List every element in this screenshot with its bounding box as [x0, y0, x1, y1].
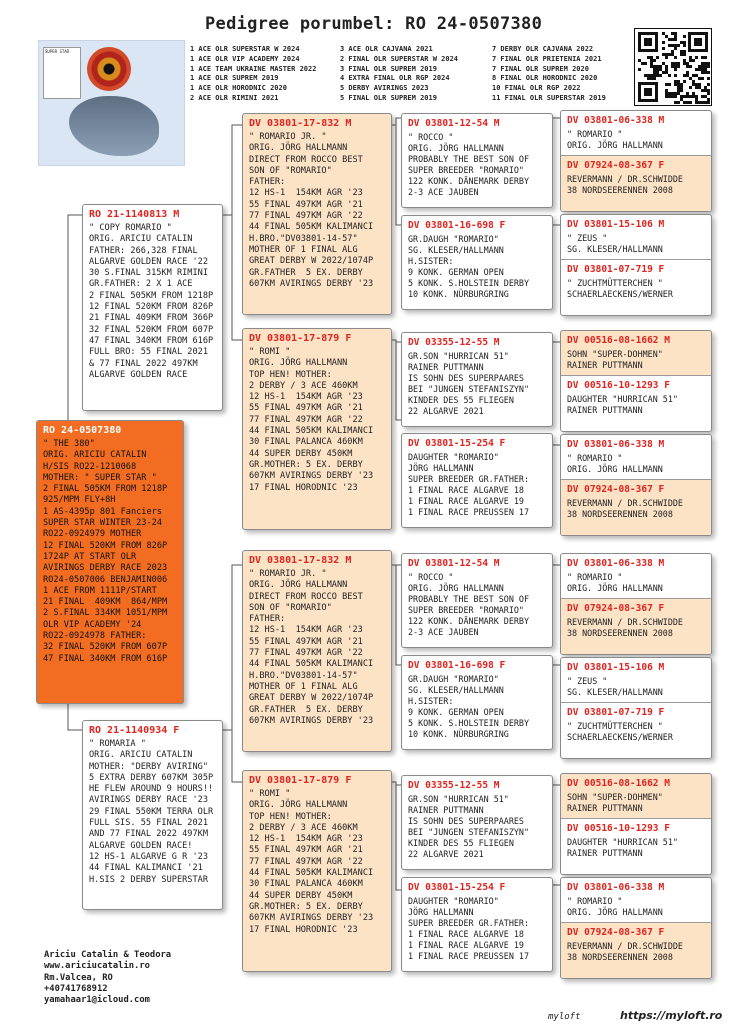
great-grandparent-ring-number: DV 03801-12-54 M: [408, 118, 500, 129]
female-info: " ZUCHTMÜTTERCHEN " SCHAERLAECKENS/WERNER: [567, 278, 673, 299]
female-ring-number: DV 00516-10-1293 F: [567, 380, 670, 391]
logo-card: SUPER STAR: [43, 47, 81, 99]
great-grandparent-info: GR.SON "HURRICAN 51" RAINER PUTTMANN IS SOHN DES SUPERPAARES BEI "JUNGEN STEFANISZYN" KINDER DES 55 FLIEGEN 22 ALGARVE 2021: [408, 351, 530, 416]
male-info: " ROMARIO " ORIG. JÖRG HALLMANN: [567, 572, 663, 593]
great-grandparent-card[interactable]: [401, 775, 553, 870]
female-section: [561, 922, 711, 979]
result-line: 7 DERBY OLR CAJVANA 2022: [492, 45, 594, 53]
female-ring-number: DV 07924-08-367 F: [567, 484, 665, 495]
great-grandparent-ring-number: DV 03801-16-698 F: [408, 220, 506, 231]
great-grandparent-info: " ROCCO " ORIG. JÖRG HALLMANN PROBABLY THE BEST SON OF SUPER BREEDER "ROMARIO" 122 KONK. DÄNEMARK DERBY 2-3 ACE JAUBEN: [408, 132, 530, 197]
female-info: DAUGHTER "HURRICAN 51" RAINER PUTTMANN: [567, 394, 678, 415]
grandparent-info: " ROMARIO JR. " ORIG. JÖRG HALLMANN DIRECT FROM ROCCO BEST SON OF "ROMARIO" FATHER: 12 HS-1 154KM AGR '23 55 FINAL 497KM AGR '21 77 FINAL 497KM AGR '22 44 FINAL 505KM KALIMANCI H.BRO."DV03801-14-57" MOTHER OF 1 FINAL ALG GREAT DERBY W 2022/1074P GR.FATHER 5 EX. DERBY 607KM AVIRINGS DERBY '23: [249, 132, 374, 289]
sire-ring-number: RO 21-1140813 M: [89, 209, 180, 220]
male-ring-number: DV 00516-08-1662 M: [567, 778, 670, 789]
male-info: " ROMARIO " ORIG. JÖRG HALLMANN: [567, 896, 663, 917]
fourth-generation-pair-card[interactable]: [560, 110, 712, 212]
subject-info: " THE 380" ORIG. ARICIU CATALIN H/SIS RO22-1210068 MOTHER: " SUPER STAR " 2 FINAL 505KM FROM 1218P 925/MPM FLY+8H 1 AS-4395p 801 Fanciers SUPER STAR WINTER 23-24 RO22-0924979 MOTHER 12 FINAL 520KM FROM 826P 1724P AT START OLR AVIRINGS DERBY RACE 2023 RO24-0507006 BENJAMIN006 1 ACE FROM 1111P/START 21 FINAL 409KM 864/MPM 2 S.FINAL 334KM 1051/MPM OLR VIP ACADEMY '24 RO22-0924978 FATHER: 32 FINAL 520KM FROM 607P 47 FINAL 340KM FROM 616P: [43, 439, 168, 664]
great-grandparent-ring-number: DV 03355-12-55 M: [408, 780, 500, 791]
female-info: REVERMANN / DR.SCHWIDDE 38 NORDSEERENNEN 2008: [567, 941, 683, 962]
dam-info: " ROMARIA " ORIG. ARICIU CATALIN MOTHER: "DERBY AVIRING" 5 EXTRA DERBY 607KM 305P HE FLEW AROUND 9 HOURS!! AVIRINGS DERBY RACE '23 29 FINAL 550KM TERRA OLR FULL SIS. 55 FINAL 2021 AND 77 FINAL 2022 497KM ALGARVE GOLDEN RACE! 12 HS-1 ALGARVE G R '23 44 FINAL KALIMANCI '21 H.SIS 2 DERBY SUPERSTAR: [89, 739, 214, 885]
male-ring-number: DV 03801-15-106 M: [567, 219, 665, 230]
female-info: REVERMANN / DR.SCHWIDDE 38 NORDSEERENNEN 2008: [567, 617, 683, 638]
subject-pigeon-card[interactable]: [36, 420, 184, 704]
sire-info: " COPY ROMARIO " ORIG. ARICIU CATALIN FATHER: 266,328 FINAL ALGARVE GOLDEN RACE '22 30 S.FINAL 315KM RIMINI GR.FATHER: 2 X 1 ACE 2 FINAL 505KM FROM 1218P 12 FINAL 520KM FROM 826P 21 FINAL 409KM FROM 366P 32 FINAL 520KM FROM 607P 47 FINAL 340KM FROM 616P FULL BRO: 55 FINAL 2021 & 77 FINAL 2022 497KM ALGARVE GOLDEN RACE: [89, 223, 214, 380]
grandparent-info: " ROMARIO JR. " ORIG. JÖRG HALLMANN DIRECT FROM ROCCO BEST SON OF "ROMARIO" FATHER: 12 HS-1 154KM AGR '23 55 FINAL 497KM AGR '21 77 FINAL 497KM AGR '22 44 FINAL 505KM KALIMANCI H.BRO."DV03801-14-57" MOTHER OF 1 FINAL ALG GREAT DERBY W 2022/1074P GR.FATHER 5 EX. DERBY 607KM AVIRINGS DERBY '23: [249, 569, 374, 726]
female-section: [561, 598, 711, 655]
result-line: 1 ACE OLR SUPREM 2019: [190, 74, 279, 83]
fourth-generation-pair-card[interactable]: [560, 434, 712, 536]
female-ring-number: DV 03801-07-719 F: [567, 707, 665, 718]
grandparent-ring-number: DV 03801-17-832 M: [249, 118, 352, 129]
great-grandparent-info: GR.SON "HURRICAN 51" RAINER PUTTMANN IS SOHN DES SUPERPAARES BEI "JUNGEN STEFANISZYN" KINDER DES 55 FLIEGEN 22 ALGARVE 2021: [408, 794, 530, 859]
great-grandparent-card[interactable]: [401, 215, 553, 310]
fourth-generation-pair-card[interactable]: [560, 773, 712, 875]
result-line: 1 ACE OLR HORODNIC 2020: [190, 84, 287, 93]
footer-line: Ariciu Catalin & Teodora: [44, 950, 172, 960]
result-line: 2 FINAL OLR SUPERSTAR W 2024: [340, 54, 459, 63]
dam-ring-number: RO 21-1140934 F: [89, 725, 180, 736]
female-section: [561, 702, 711, 759]
result-line: 1 ACE OLR SUPERSTAR W 2024: [190, 45, 300, 53]
dam-card[interactable]: [82, 720, 223, 910]
footer-line: Rm.Valcea, RO: [44, 972, 113, 983]
female-ring-number: DV 07924-08-367 F: [567, 160, 665, 171]
result-line: 3 ACE OLR CAJVANA 2021: [340, 45, 433, 53]
result-line: 4 EXTRA FINAL OLR RGP 2024: [340, 74, 450, 83]
footer-line: www.ariciucatalin.ro: [44, 961, 150, 972]
female-ring-number: DV 03801-07-719 F: [567, 264, 665, 275]
male-info: SOHN "SUPER-DOHMEN" RAINER PUTTMANN: [567, 349, 663, 370]
sire-card[interactable]: [82, 204, 223, 411]
great-grandparent-card[interactable]: [401, 553, 553, 648]
male-info: SOHN "SUPER-DOHMEN" RAINER PUTTMANN: [567, 792, 663, 813]
female-section: [561, 155, 711, 212]
male-info: " ROMARIO " ORIG. JÖRG HALLMANN: [567, 129, 663, 150]
grandparent-ring-number: DV 03801-17-832 M: [249, 555, 352, 566]
male-ring-number: DV 03801-06-338 M: [567, 115, 665, 126]
fourth-generation-pair-card[interactable]: [560, 657, 712, 759]
result-line: 5 DERBY AVIRINGS 2023: [340, 84, 429, 93]
myloft-logo: myloft: [548, 1012, 581, 1022]
great-grandparent-card[interactable]: [401, 332, 553, 427]
page-title: Pedigree porumbel: RO 24-0507380: [205, 14, 543, 34]
great-grandparent-ring-number: DV 03355-12-55 M: [408, 337, 500, 348]
footer-line: +40741768912: [44, 983, 108, 994]
male-ring-number: DV 03801-06-338 M: [567, 882, 665, 893]
result-line: 2 ACE OLR RIMINI 2021: [190, 93, 279, 102]
fourth-generation-pair-card[interactable]: [560, 330, 712, 432]
result-line: 1 ACE TEAM UKRAINE MASTER 2022: [190, 64, 317, 73]
grandparent-card[interactable]: [242, 550, 392, 752]
grandparent-card[interactable]: [242, 328, 392, 530]
male-ring-number: DV 03801-06-338 M: [567, 439, 665, 450]
female-section: [561, 259, 711, 316]
female-section: [561, 479, 711, 536]
subject-ring-number: RO 24-0507380: [43, 425, 122, 436]
footer-line: yamahaar1@icloud.com: [44, 995, 150, 1006]
great-grandparent-card[interactable]: [401, 655, 553, 750]
result-line: 10 FINAL OLR RGP 2022: [492, 84, 581, 93]
fourth-generation-pair-card[interactable]: [560, 214, 712, 316]
grandparent-info: " ROMI " ORIG. JÖRG HALLMANN TOP HEN! MOTHER: 2 DERBY / 3 ACE 460KM 12 HS-1 154KM AGR '23 55 FINAL 497KM AGR '21 77 FINAL 497KM AGR '22 44 FINAL 505KM KALIMANCI 30 FINAL PALANCA 460KM 44 SUPER DERBY 450KM GR.MOTHER: 5 EX. DERBY 607KM AVIRINGS DERBY '23 17 FINAL HORODNIC '23: [249, 789, 374, 935]
great-grandparent-ring-number: DV 03801-15-254 F: [408, 882, 506, 893]
great-grandparent-info: " ROCCO " ORIG. JÖRG HALLMANN PROBABLY THE BEST SON OF SUPER BREEDER "ROMARIO" 122 KONK. DÄNEMARK DERBY 2-3 ACE JAUBEN: [408, 572, 530, 637]
fourth-generation-pair-card[interactable]: [560, 553, 712, 655]
grandparent-ring-number: DV 03801-17-879 F: [249, 775, 352, 786]
result-line: 11 FINAL OLR SUPERSTAR 2019: [492, 93, 606, 102]
grandparent-ring-number: DV 03801-17-879 F: [249, 333, 352, 344]
great-grandparent-card[interactable]: [401, 433, 553, 528]
breeder-contact: [44, 950, 171, 1006]
male-info: " ZEUS " SG. KLESER/HALLMANN: [567, 676, 663, 697]
male-ring-number: DV 00516-08-1662 M: [567, 335, 670, 346]
female-section: [561, 818, 711, 875]
female-info: " ZUCHTMÜTTERCHEN " SCHAERLAECKENS/WERNER: [567, 721, 673, 742]
female-ring-number: DV 07924-08-367 F: [567, 927, 665, 938]
male-info: " ZEUS " SG. KLESER/HALLMANN: [567, 233, 663, 254]
fourth-generation-pair-card[interactable]: [560, 877, 712, 979]
grandparent-card[interactable]: [242, 113, 392, 315]
female-info: REVERMANN / DR.SCHWIDDE 38 NORDSEERENNEN 2008: [567, 498, 683, 519]
great-grandparent-ring-number: DV 03801-15-254 F: [408, 438, 506, 449]
female-ring-number: DV 00516-10-1293 F: [567, 823, 670, 834]
great-grandparent-ring-number: DV 03801-16-698 F: [408, 660, 506, 671]
great-grandparent-ring-number: DV 03801-12-54 M: [408, 558, 500, 569]
result-line: 3 FINAL OLR SUPREM 2019: [340, 64, 437, 73]
female-ring-number: DV 07924-08-367 F: [567, 603, 665, 614]
result-line: 7 FINAL OLR SUPREM 2020: [492, 64, 589, 73]
great-grandparent-info: GR.DAUGH "ROMARIO" SG. KLESER/HALLMANN H.SISTER: 9 KONK. GERMAN OPEN 5 KONK. S.HOLSTEIN DERBY 10 KONK. NÜRBURGRING: [408, 674, 530, 739]
female-info: REVERMANN / DR.SCHWIDDE 38 NORDSEERENNEN 2008: [567, 174, 683, 195]
result-line: 5 FINAL OLR SUPREM 2019: [340, 93, 437, 102]
myloft-url-link[interactable]: https://myloft.ro: [620, 1009, 723, 1022]
result-line: 7 FINAL OLR PRIETENIA 2021: [492, 54, 602, 63]
great-grandparent-card[interactable]: [401, 877, 553, 972]
male-ring-number: DV 03801-06-338 M: [567, 558, 665, 569]
female-section: [561, 375, 711, 432]
grandparent-info: " ROMI " ORIG. JÖRG HALLMANN TOP HEN! MOTHER: 2 DERBY / 3 ACE 460KM 12 HS-1 154KM AGR '23 55 FINAL 497KM AGR '21 77 FINAL 497KM AGR '22 44 FINAL 505KM KALIMANCI 30 FINAL PALANCA 460KM 44 SUPER DERBY 450KM GR.MOTHER: 5 EX. DERBY 607KM AVIRINGS DERBY '23 17 FINAL HORODNIC '23: [249, 347, 374, 493]
great-grandparent-card[interactable]: [401, 113, 553, 208]
great-grandparent-info: DAUGHTER "ROMARIO" JÖRG HALLMANN SUPER BREEDER GR.FATHER: 1 FINAL RACE ALGARVE 18 1 FINAL RACE ALGARVE 19 1 FINAL RACE PREUSSEN 17: [408, 896, 530, 961]
grandparent-card[interactable]: [242, 770, 392, 972]
female-info: DAUGHTER "HURRICAN 51" RAINER PUTTMANN: [567, 837, 678, 858]
male-ring-number: DV 03801-15-106 M: [567, 662, 665, 673]
great-grandparent-info: GR.DAUGH "ROMARIO" SG. KLESER/HALLMANN H.SISTER: 9 KONK. GERMAN OPEN 5 KONK. S.HOLSTEIN DERBY 10 KONK. NÜRBURGRING: [408, 234, 530, 299]
result-line: 8 FINAL OLR HORODNIC 2020: [492, 74, 598, 83]
result-line: 1 ACE OLR VIP ACADEMY 2024: [190, 54, 300, 63]
male-info: " ROMARIO " ORIG. JÖRG HALLMANN: [567, 453, 663, 474]
great-grandparent-info: DAUGHTER "ROMARIO" JÖRG HALLMANN SUPER BREEDER GR.FATHER: 1 FINAL RACE ALGARVE 18 1 FINAL RACE ALGARVE 19 1 FINAL RACE PREUSSEN 17: [408, 452, 530, 517]
